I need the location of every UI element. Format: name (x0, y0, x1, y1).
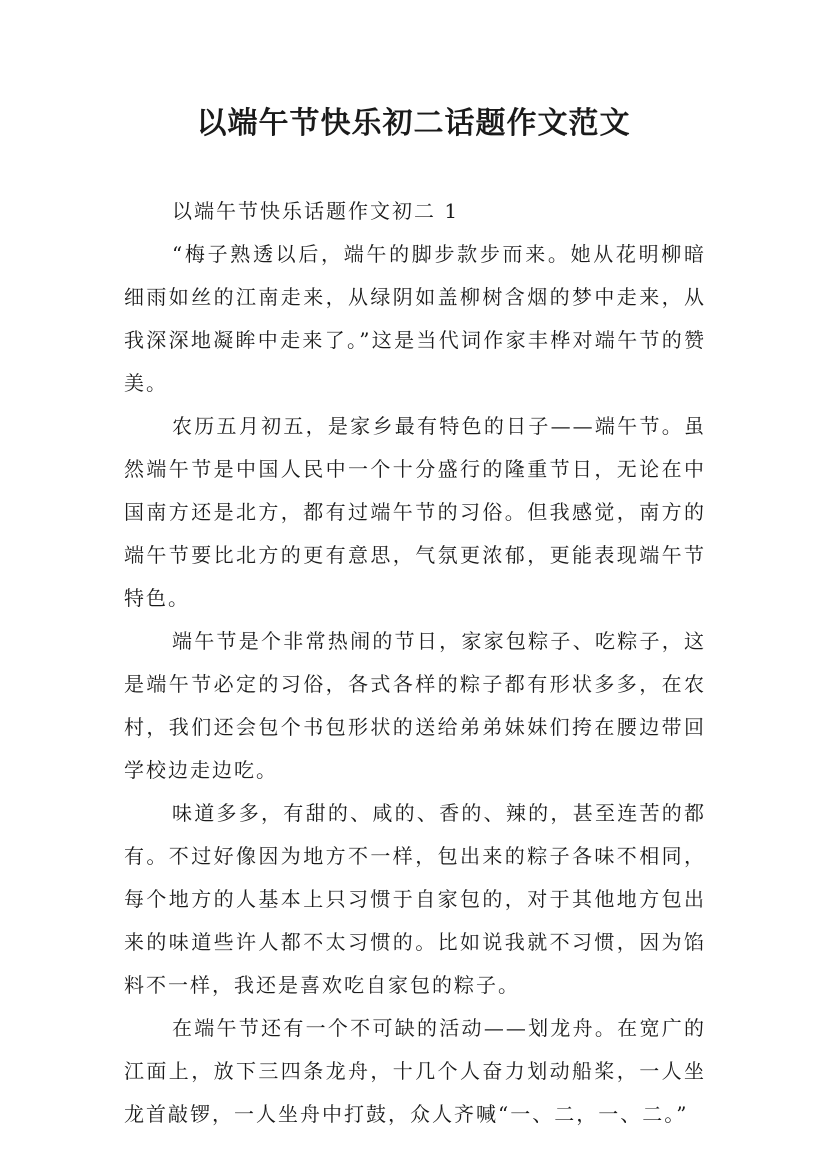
document-body (124, 190, 706, 1136)
essay-subheading: 以端午节快乐话题作文初二 1 (172, 199, 460, 223)
paragraph-1: “梅子熟透以后，端午的脚步款步而来。她从花明柳暗细雨如丝的江南走来，从绿阴如盖柳树含烟的梦中走来，从我深深地凝眸中走来了。”这是当代词作家丰桦对端午节的赞美。 (124, 242, 706, 395)
paragraph-5: 在端午节还有一个不可缺的活动——划龙舟。在宽广的江面上，放下三四条龙舟，十几个人奋力划动船桨，一人坐龙首敲锣，一人坐舟中打鼓，众人齐喊“一、二，一、二。” (124, 1016, 706, 1126)
paragraph-4: 味道多多，有甜的、咸的、香的、辣的，甚至连苦的都有。不过好像因为地方不一样，包出来的粽子各味不相同，每个地方的人基本上只习惯于自家包的，对于其他地方包出来的味道些许人都不太习惯的。比如说我就不习惯，因为馅料不一样，我还是喜欢吃自家包的粽子。 (124, 801, 706, 997)
document-title: 以端午节快乐初二话题作文范文 (196, 106, 631, 141)
paragraph-3: 端午节是个非常热闹的节日，家家包粽子、吃粽子，这是端午节必定的习俗，各式各样的粽子都有形状多多，在农村，我们还会包个书包形状的送给弟弟妹妹们挎在腰边带回学校边走边吃。 (124, 629, 706, 782)
paragraph-2: 农历五月初五，是家乡最有特色的日子——端午节。虽然端午节是中国人民中一个十分盛行的隆重节日，无论在中国南方还是北方，都有过端午节的习俗。但我感觉，南方的端午节要比北方的更有意思，气氛更浓郁，更能表现端午节特色。 (124, 414, 706, 610)
